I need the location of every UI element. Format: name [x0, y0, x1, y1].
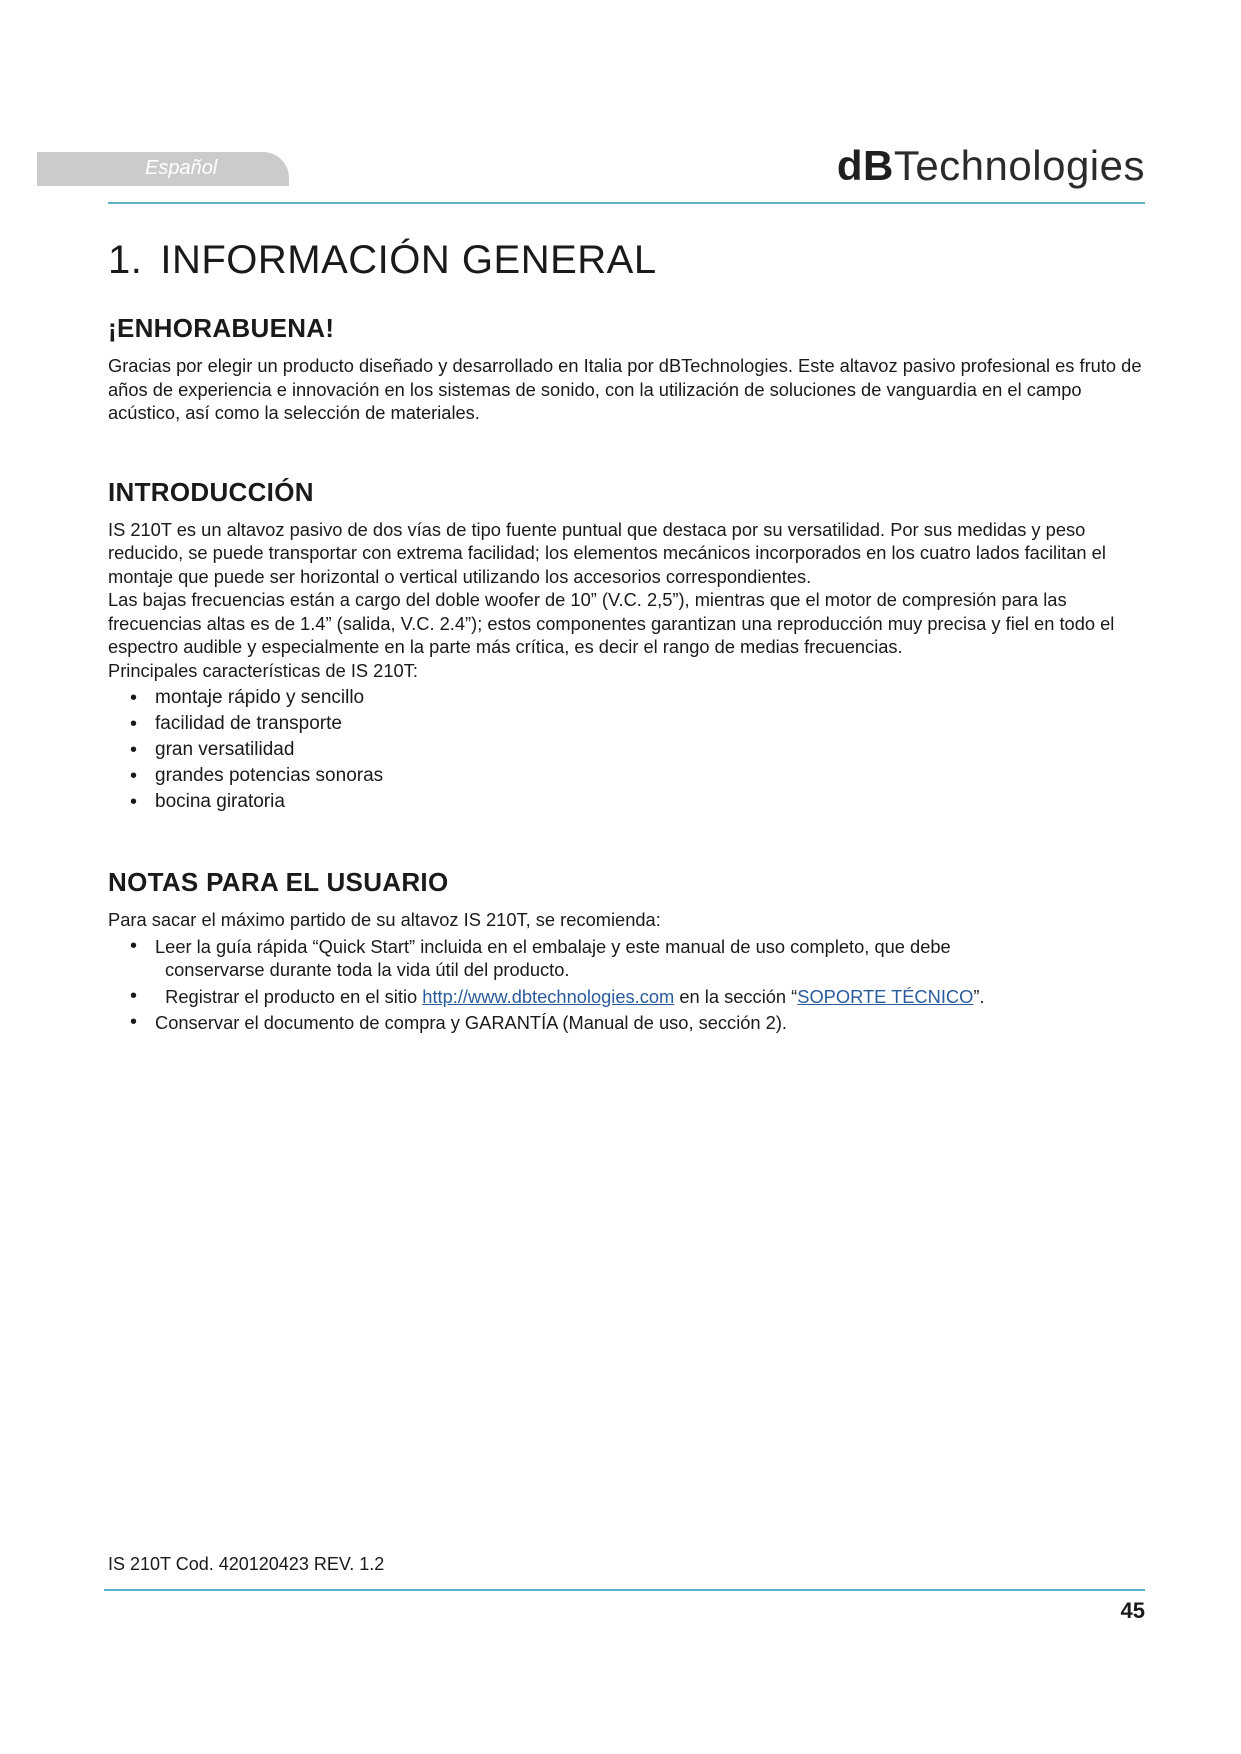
section-intro	[108, 477, 1148, 816]
language-tab	[37, 152, 289, 186]
document-code: IS 210T Cod. 420120423 REV. 1.2	[108, 1554, 385, 1574]
note-2-prefix: Registrar el producto en el sitio	[165, 985, 418, 1007]
section-notes	[108, 867, 1148, 1035]
list-item: • montaje rápido y sencillo	[130, 685, 1148, 711]
brand-logo-regular: Technologies	[893, 142, 1145, 189]
chapter-title	[108, 238, 1148, 283]
features-intro: Principales características de IS 210T:	[108, 659, 418, 681]
list-item: • bocina giratoria	[130, 789, 1148, 815]
list-item	[130, 935, 1148, 982]
chapter-number: 1.	[108, 238, 143, 282]
note-1-line-2: conservarse durante toda la vida útil del producto.	[165, 959, 570, 980]
list-item: • grandes potencias sonoras	[130, 763, 1148, 789]
intro-paragraph-2: Las bajas frecuencias están a cargo del doble woofer de 10” (V.C. 2,5”), mientras que el motor de compresión para las frecuencias altas es de 1.4” (salida, V.C. 2.4”); estos componentes garantizan una reproducción muy precisa y fiel en todo el espectro audible y especialmente en la parte más crítica, es decir el rango de medias frecuencias.	[108, 589, 1115, 657]
note-2-middle: en la sección “	[679, 985, 798, 1007]
list-item: • Conservar el documento de compra y GARANTÍA (Manual de uso, sección 2).	[130, 1011, 1148, 1035]
intro-heading: INTRODUCCIÓN	[108, 476, 314, 507]
note-2-suffix: ”.	[973, 985, 985, 1007]
intro-paragraph-1: IS 210T es un altavoz pasivo de dos vías de tipo fuente puntual que destaca por su versatilidad. Por sus medidas y peso reducido, se puede transportar con extrema facilidad; los elementos mecánicos incorporados en los cuatro lados facilitan el montaje que puede ser horizontal o vertical utilizando los accesorios correspondientes.	[108, 518, 1106, 587]
list-item: • facilidad de transporte	[130, 711, 1148, 737]
list-item: • gran versatilidad	[130, 737, 1148, 763]
page-content	[108, 238, 1148, 1087]
notes-list	[108, 935, 1148, 1035]
notes-intro: Para sacar el máximo partido de su altavoz IS 210T, se recomienda:	[108, 909, 661, 930]
chapter-title-text: INFORMACIÓN GENERAL	[160, 238, 657, 282]
brand-logo-bold: dB	[836, 142, 894, 189]
page-number: 45	[1120, 1598, 1145, 1623]
footer-divider	[104, 1589, 1145, 1591]
note-1-line-1: Leer la guía rápida “Quick Start” incluida en el embalaje y este manual de uso completo, que debe	[155, 935, 951, 957]
support-link[interactable]: SOPORTE TÉCNICO	[797, 985, 974, 1007]
website-link[interactable]: http://www.dbtechnologies.com	[422, 985, 675, 1007]
brand-logo	[837, 142, 1145, 190]
section-congrats	[108, 313, 1148, 425]
list-item	[130, 985, 1148, 1009]
features-list	[108, 685, 1148, 815]
congrats-heading: ¡ENHORABUENA!	[108, 313, 335, 343]
header-divider	[108, 202, 1145, 204]
notes-heading: NOTAS PARA EL USUARIO	[108, 867, 449, 897]
language-label: Español	[145, 157, 218, 179]
congrats-body: Gracias por elegir un producto diseñado y desarrollado en Italia por dBTechnologies. Este altavoz pasivo profesional es fruto de años de experiencia e innovación en los sistemas de sonido, con la utilización de soluciones de vanguardia en el campo acústico, así como la selección de materiales.	[108, 355, 1142, 423]
